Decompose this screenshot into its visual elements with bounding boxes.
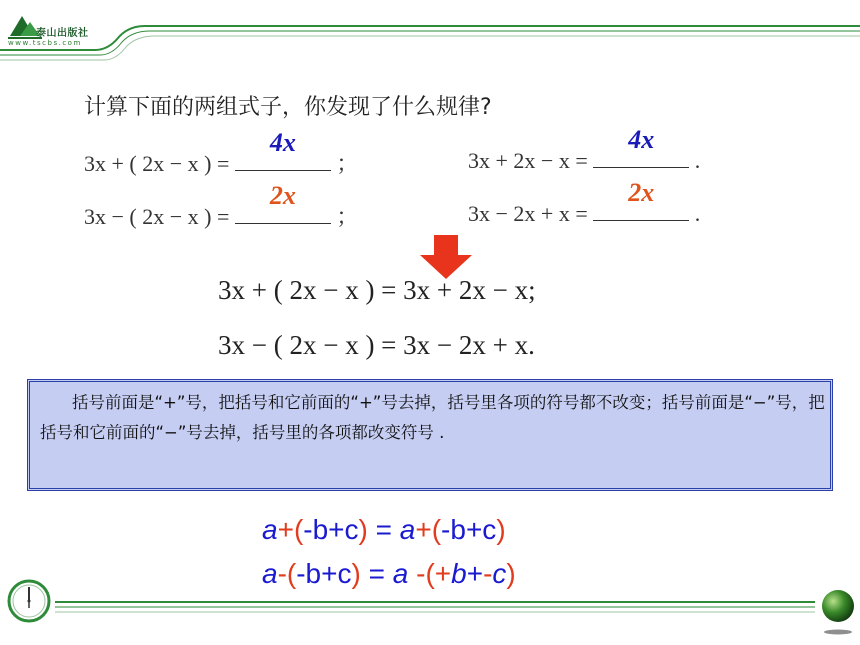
row2-right-expr: 3x − 2x + x =	[468, 201, 588, 226]
sphere-icon	[820, 588, 856, 636]
f1-plus: +	[277, 514, 294, 545]
f2-plus-c: +c	[321, 558, 352, 589]
f2-r-open-paren: (	[425, 558, 435, 589]
f2-a: a	[262, 558, 278, 589]
logo-text: 泰山出版社	[36, 28, 89, 39]
row1-right-answer: 4x	[628, 125, 655, 154]
f1-plus-c: +c	[328, 514, 359, 545]
f1-r-a: a	[399, 514, 416, 545]
f2-close-paren: )	[351, 558, 361, 589]
f2-r-sign2: +	[466, 558, 484, 589]
row1-left	[84, 128, 359, 178]
f2-r-c: c	[492, 558, 507, 589]
row2-right-answer: 2x	[628, 178, 655, 207]
f2-r-a: a	[392, 558, 409, 589]
result-line-1: 3x + ( 2x − x ) = 3x + 2x − x;	[218, 275, 536, 305]
f2-equals: =	[360, 558, 393, 589]
row1-separator: ；	[336, 151, 359, 176]
f1-neg-b: -b	[303, 514, 329, 545]
row1-right-expr: 3x + 2x − x =	[468, 148, 588, 173]
row1-right	[468, 125, 701, 174]
f1-r-open-paren: (	[431, 514, 442, 545]
f2-r-minus: -	[408, 558, 426, 589]
row1-right-blank	[593, 125, 689, 168]
f1-r-plus-c: +c	[465, 514, 497, 545]
f2-neg-b: -b	[296, 558, 322, 589]
formula-1	[262, 514, 506, 546]
f1-r-neg-b: -b	[441, 514, 466, 545]
rule-text: 括号前面是“+”号，把括号和它前面的“+”号去掉，括号里各项的符号都不改变；括号前面是“−”号，把括号和它前面的“−”号去掉，括号里的各项都改变符号 .	[40, 393, 825, 442]
row2-left-answer: 2x	[269, 181, 296, 210]
row2-separator: ；	[336, 204, 359, 229]
row2-right-blank	[593, 178, 689, 221]
logo-url: www.tscbs.com	[8, 39, 82, 47]
row1-left-expr: 3x + ( 2x − x ) =	[84, 151, 230, 176]
row2-end: .	[694, 201, 701, 226]
question-text: 计算下面的两组式子，你发现了什么规律?	[84, 95, 492, 120]
f1-equals: =	[367, 514, 400, 545]
result-line-2: 3x − ( 2x − x ) = 3x − 2x + x.	[218, 330, 535, 360]
f1-close-paren: )	[358, 514, 368, 545]
f2-minus: -	[277, 558, 287, 589]
f2-r-minus2: -	[483, 558, 493, 589]
f1-a: a	[262, 514, 278, 545]
row1-left-answer: 4x	[269, 128, 296, 157]
row1-left-blank	[235, 128, 331, 171]
header-decoration	[0, 0, 860, 70]
clock-icon	[6, 578, 52, 624]
row2-right	[468, 178, 701, 227]
f2-r-sign1: +	[434, 558, 452, 589]
down-arrow-icon	[420, 235, 472, 279]
f2-open-paren: (	[286, 558, 297, 589]
row2-left-expr: 3x − ( 2x − x ) =	[84, 204, 230, 229]
f1-r-close-paren: )	[496, 514, 506, 545]
footer-decoration	[0, 580, 860, 620]
f1-open-paren: (	[293, 514, 304, 545]
row2-left-blank	[235, 181, 331, 224]
row2-left	[84, 181, 359, 231]
f2-r-close-paren: )	[506, 558, 516, 589]
f2-r-b: b	[451, 558, 467, 589]
f1-r-plus: +	[415, 514, 432, 545]
row1-end: .	[694, 148, 701, 173]
